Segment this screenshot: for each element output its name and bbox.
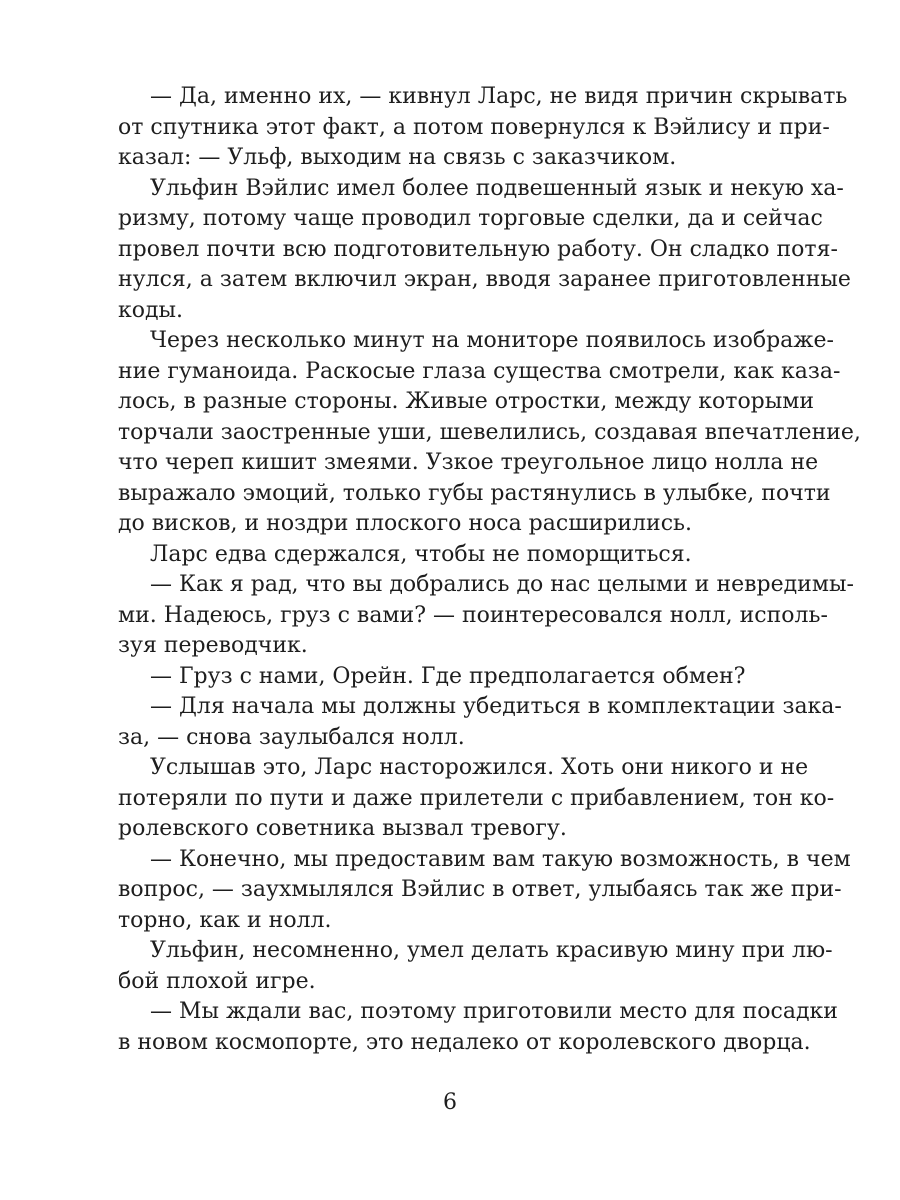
text-line: — Как я рад, что вы добрались до нас целыми и невредимы- bbox=[150, 572, 854, 597]
text-line: — Конечно, мы предоставим вам такую возможность, в чем bbox=[150, 846, 851, 872]
text-line: вопрос, — заухмылялся Вэйлис в ответ, улыбаясь так же при- bbox=[118, 877, 842, 902]
text-line: провел почти всю подготовительную работу. Он сладко потя- bbox=[118, 236, 838, 262]
text-line: за, — снова заулыбался нолл. bbox=[118, 724, 465, 750]
text-line: торчали заостренные уши, шевелились, создавая впечатление, bbox=[118, 419, 861, 445]
text-line: — Груз с нами, Орейн. Где предполагается обмен? bbox=[150, 663, 746, 689]
paragraph bbox=[118, 570, 854, 662]
text-line: торно, как и нолл. bbox=[118, 907, 332, 933]
text-line: Через несколько минут на мониторе появилось изображе- bbox=[150, 328, 834, 353]
paragraph bbox=[118, 540, 758, 571]
page-number: 6 bbox=[443, 1090, 457, 1115]
paragraph bbox=[118, 662, 758, 693]
text-line: коды. bbox=[118, 297, 184, 323]
paragraph bbox=[118, 753, 835, 845]
body-text bbox=[118, 82, 861, 1058]
paragraph bbox=[118, 82, 848, 174]
text-line: — Мы ждали вас, поэтому приготовили место для посадки bbox=[150, 999, 838, 1024]
text-line: от спутника этот факт, а потом повернулся к Вэйлису и при- bbox=[118, 114, 830, 140]
text-line: ние гуманоида. Раскосые глаза существа смотрели, как каза- bbox=[118, 358, 841, 384]
text-line: нулся, а затем включил экран, вводя заранее приготовленные bbox=[118, 267, 851, 292]
text-line: лось, в разные стороны. Живые отростки, между которыми bbox=[118, 389, 815, 414]
text-line: ми. Надеюсь, груз с вами? — поинтересовался нолл, исполь- bbox=[118, 602, 828, 628]
text-line: Услышав это, Ларс насторожился. Хоть они никого и не bbox=[150, 755, 809, 780]
text-line: до висков, и ноздри плоского носа расширились. bbox=[118, 511, 692, 536]
text-line: — Да, именно их, — кивнул Ларс, не видя причин скрывать bbox=[150, 84, 848, 109]
paragraph bbox=[118, 326, 861, 540]
text-line: ризму, потому чаще проводил торговые сделки, да и сейчас bbox=[118, 206, 823, 231]
text-line: зуя переводчик. bbox=[118, 633, 308, 658]
text-line: что череп кишит змеями. Узкое треугольное лицо нолла не bbox=[118, 450, 819, 475]
text-line: потеряли по пути и даже прилетели с прибавлением, тон ко- bbox=[118, 785, 835, 811]
text-line: — Для начала мы должны убедиться в комплектации зака- bbox=[150, 694, 842, 719]
text-line: в новом космопорте, это недалеко от королевского дворца. bbox=[118, 1029, 811, 1055]
text-line: Ульфин, несомненно, умел делать красивую мину при лю- bbox=[150, 938, 833, 963]
text-line: бой плохой игре. bbox=[118, 968, 316, 994]
paragraph bbox=[118, 936, 833, 997]
text-line: казал: — Ульф, выходим на связь с заказчиком. bbox=[118, 145, 677, 170]
text-line: ролевского советника вызвал тревогу. bbox=[118, 816, 567, 841]
paragraph bbox=[118, 174, 851, 327]
text-line: Ларс едва сдержался, чтобы не поморщиться. bbox=[150, 541, 692, 567]
paragraph bbox=[118, 692, 842, 753]
text-line: Ульфин Вэйлис имел более подвешенный язык и некую ха- bbox=[150, 175, 844, 201]
paragraph bbox=[118, 997, 838, 1058]
paragraph bbox=[118, 845, 851, 937]
text-line: выражало эмоций, только губы растянулись в улыбке, почти bbox=[118, 480, 831, 506]
